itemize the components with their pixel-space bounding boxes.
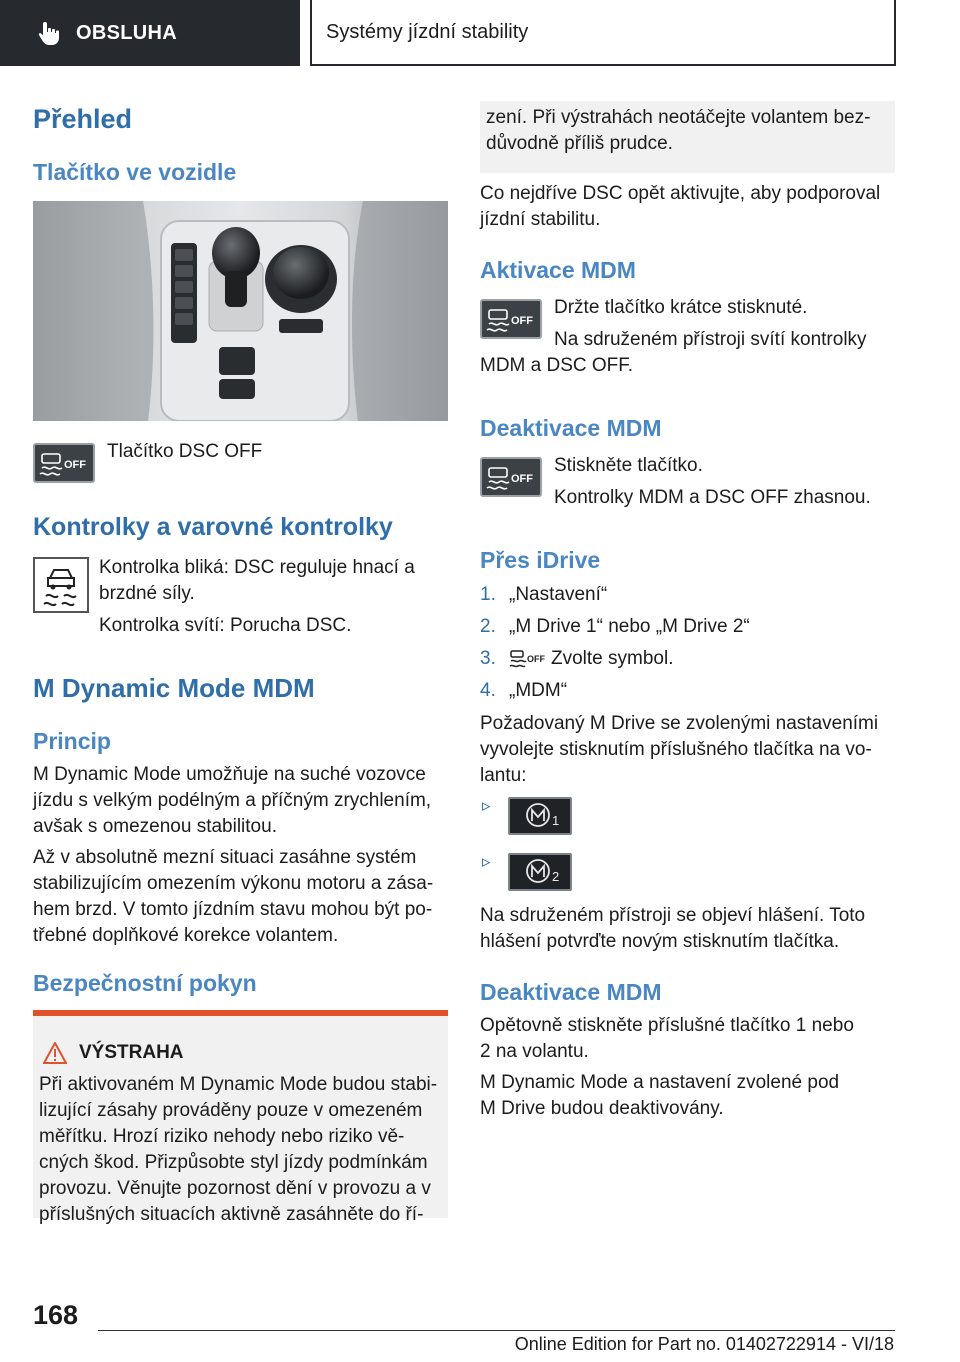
step-number: 4. xyxy=(480,680,496,701)
reactivate-paragraph xyxy=(480,181,895,233)
princip-line: avšak s omezenou stabilitou. xyxy=(33,816,277,837)
activate-text-1: Držte tlačítko krátce stisknuté. xyxy=(554,297,808,318)
page-number: 168 xyxy=(33,1300,79,1330)
step-text: Zvolte symbol. xyxy=(551,648,674,669)
warning-line: lizující zásahy prováděny pouze v omezeném xyxy=(39,1100,423,1121)
reactivate-line: jízdní stabilitu. xyxy=(480,209,601,230)
footer-divider xyxy=(98,1330,895,1331)
activate-text-2b: MDM a DSC OFF. xyxy=(480,355,634,376)
footer-edition: Online Edition for Part no. 01402722914 - VI/18 xyxy=(514,1334,894,1354)
deactivate-text-2: Kontrolky MDM a DSC OFF zhasnou. xyxy=(554,487,871,508)
activate-text-2: Na sdruženém přístroji svítí kontrolky xyxy=(554,329,867,350)
step-number: 1. xyxy=(480,584,496,605)
warning-text xyxy=(39,1072,444,1228)
reactivate-line: Co nejdříve DSC opět aktivujte, aby podporoval xyxy=(480,183,881,204)
hand-pointer-icon xyxy=(36,20,62,46)
lights-text-2: Kontrolka svítí: Porucha DSC. xyxy=(99,615,352,636)
m1-button-icon xyxy=(508,797,572,835)
activate-heading: Aktivace MDM xyxy=(480,257,636,283)
extreme-line: hem brzd. V tomto jízdním stavu mohou být po- xyxy=(33,899,433,920)
deactivate-text-1: Stiskněte tlačítko. xyxy=(554,455,703,476)
confirm-paragraph xyxy=(480,903,895,955)
dsc-off-icon xyxy=(33,443,95,483)
deactivate2-line: Opětovně stiskněte příslušné tlačítko 1 nebo xyxy=(480,1015,854,1036)
princip-line: jízdu s velkým podélným a příčným zrychlením, xyxy=(33,790,432,811)
extreme-line: Až v absolutně mezní situaci zasáhne systém xyxy=(33,847,417,868)
extreme-line: stabilizujícím omezením výkonu motoru a zása- xyxy=(33,873,434,894)
warning-line: příslušných situacích aktivně zasáhněte do ří- xyxy=(39,1204,424,1225)
dsc-warning-light-icon xyxy=(33,557,89,613)
lights-text-1: Kontrolka bliká: DSC reguluje hnací a xyxy=(99,557,415,578)
bullet: ▹ xyxy=(482,796,491,815)
warning-box-continued xyxy=(480,101,895,173)
safety-heading: Bezpečnostní pokyn xyxy=(33,970,257,996)
confirm-line: Na sdruženém přístroji se objeví hlášení. Toto xyxy=(480,905,866,926)
deactivate-heading: Deaktivace MDM xyxy=(480,415,662,441)
bullet: ▹ xyxy=(482,852,491,871)
idrive-heading: Přes iDrive xyxy=(480,547,601,573)
select-line: lantu: xyxy=(480,765,527,786)
header-chapter xyxy=(310,0,896,66)
dsc-off-icon xyxy=(480,299,542,339)
confirm-line: hlášení potvrďte novým stisknutím tlačítka. xyxy=(480,931,840,952)
warning-line: měřítku. Hrozí riziko nehody nebo riziko vě- xyxy=(39,1126,405,1147)
deactivate2-line: M Drive budou deaktivovány. xyxy=(480,1098,724,1119)
deactivate2-heading: Deaktivace MDM xyxy=(480,979,662,1005)
warning-cont-line: důvodně příliš prudce. xyxy=(486,133,673,154)
step-text: „MDM“ xyxy=(509,680,568,701)
select-line: vyvolejte stisknutím příslušného tlačítka na vo- xyxy=(480,739,872,760)
dsc-off-caption: Tlačítko DSC OFF xyxy=(107,441,263,462)
lights-text-1b: brzdné síly. xyxy=(99,583,195,604)
header-section-tab[interactable] xyxy=(0,0,300,66)
step-number: 3. xyxy=(480,648,496,669)
dsc-off-icon-text: OFF xyxy=(64,459,86,471)
extreme-paragraph xyxy=(33,845,448,949)
warning-triangle-icon xyxy=(43,1042,67,1064)
header-section-label: OBSLUHA xyxy=(76,21,177,44)
step-text: „Nastavení“ xyxy=(509,584,608,605)
dsc-off-symbol-icon xyxy=(509,648,545,670)
console-photo xyxy=(33,201,448,421)
step-text: „M Drive 1“ nebo „M Drive 2“ xyxy=(509,616,750,637)
warning-box xyxy=(33,1010,448,1225)
lights-heading: Kontrolky a varovné kontrolky xyxy=(33,513,393,541)
warning-line: Při aktivovaném M Dynamic Mode budou stabi- xyxy=(39,1074,438,1095)
select-paragraph xyxy=(480,711,895,789)
dsc-off-icon xyxy=(480,457,542,497)
princip-heading: Princip xyxy=(33,728,111,754)
deactivate2-paragraph-b xyxy=(480,1070,895,1122)
dsc-off-symbol-text: OFF xyxy=(527,654,545,664)
mdm-heading: M Dynamic Mode MDM xyxy=(33,673,315,703)
m1-subscript: 1 xyxy=(552,813,560,828)
deactivate2-line: M Dynamic Mode a nastavení zvolené pod xyxy=(480,1072,840,1093)
m2-button-icon xyxy=(508,853,572,891)
page-title: Přehled xyxy=(33,104,133,134)
deactivate2-line: 2 na volantu. xyxy=(480,1041,589,1062)
select-line: Požadovaný M Drive se zvolenými nastaveními xyxy=(480,713,879,734)
header-chapter-label: Systémy jízdní stability xyxy=(326,20,529,43)
dsc-off-icon-text: OFF xyxy=(511,473,533,485)
dsc-off-icon-text: OFF xyxy=(511,315,533,327)
warning-line: provozu. Věnujte pozornost dění v provozu a v xyxy=(39,1178,431,1199)
step-number: 2. xyxy=(480,616,496,637)
deactivate2-paragraph xyxy=(480,1013,895,1065)
extreme-line: třebné doplňkové korekce volantem. xyxy=(33,925,339,946)
princip-line: M Dynamic Mode umožňuje na suché vozovce xyxy=(33,764,426,785)
warning-cont-line: zení. Při výstrahách neotáčejte volantem bez- xyxy=(486,107,871,128)
warning-line: cných škod. Přizpůsobte styl jízdy podmínkám xyxy=(39,1152,428,1173)
princip-paragraph xyxy=(33,762,448,840)
button-heading: Tlačítko ve vozidle xyxy=(33,159,237,185)
warning-label: VÝSTRAHA xyxy=(79,1042,184,1063)
m2-subscript: 2 xyxy=(552,869,560,884)
